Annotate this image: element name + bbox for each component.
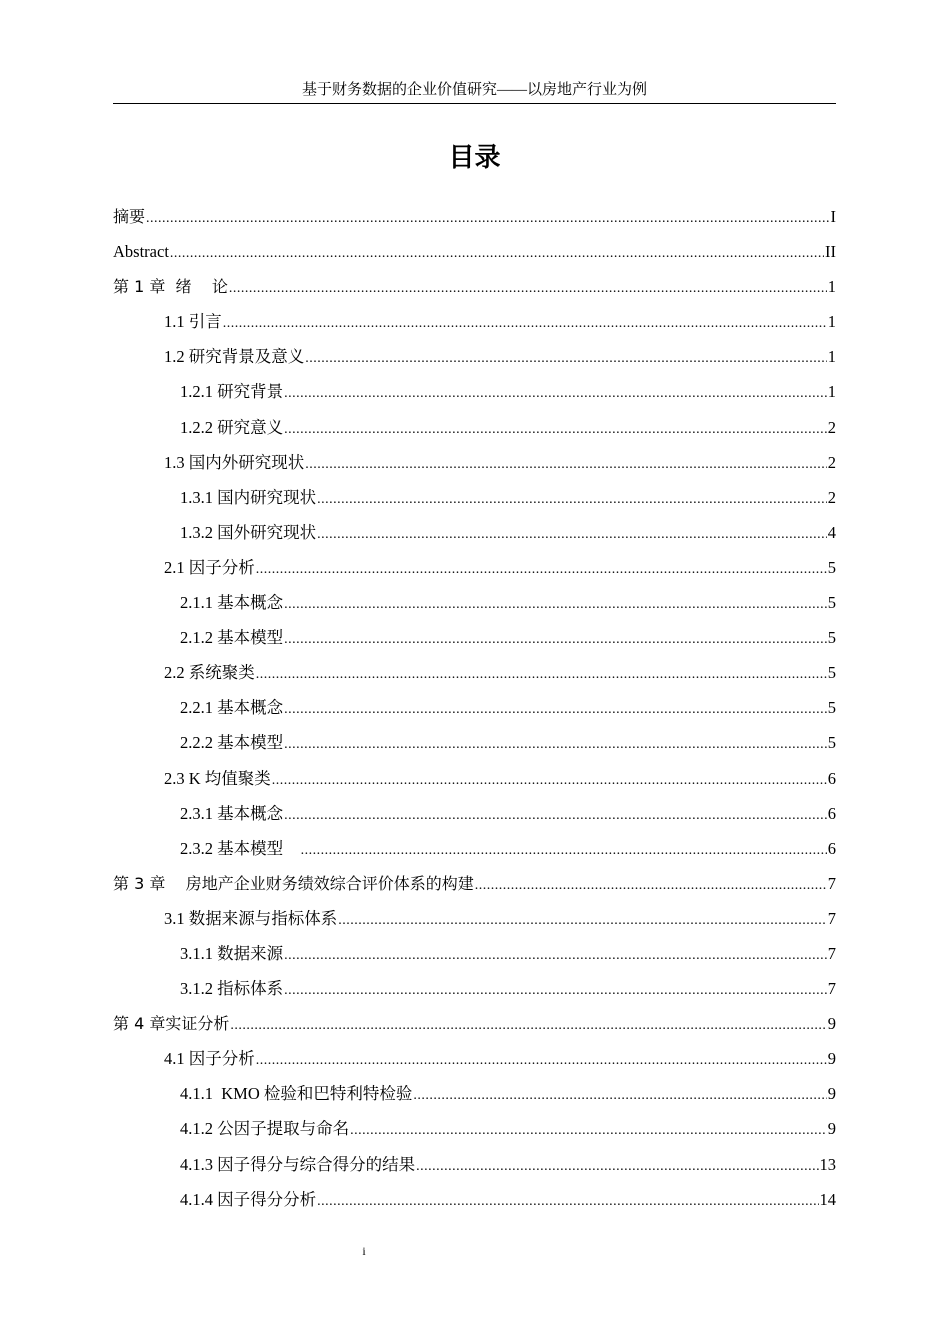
toc-entry[interactable]	[113, 901, 836, 936]
running-header: 基于财务数据的企业价值研究——以房地产行业为例	[301, 82, 647, 98]
toc-entry-title: 1.3.2 国外研究现状	[180, 522, 317, 542]
toc-entry[interactable]	[113, 1041, 836, 1076]
toc-dot-leader	[317, 482, 827, 517]
table-of-contents	[113, 199, 836, 1217]
toc-dot-leader	[338, 903, 827, 938]
toc-entry[interactable]	[113, 725, 836, 760]
toc-dot-leader	[229, 271, 827, 306]
toc-entry-page: 13	[819, 1154, 836, 1174]
toc-dot-leader	[317, 1184, 818, 1219]
toc-entry-title: 2.2.2 基本模型	[180, 733, 284, 753]
toc-dot-leader	[170, 236, 824, 271]
toc-entry[interactable]	[113, 866, 836, 901]
toc-entry[interactable]	[113, 480, 836, 515]
toc-dot-leader	[223, 306, 827, 341]
toc-entry-title: 1.2.2 研究意义	[180, 417, 284, 437]
toc-dot-leader	[284, 376, 827, 411]
toc-dot-leader	[230, 1008, 826, 1043]
toc-entry[interactable]	[113, 1111, 836, 1146]
toc-entry-page: 5	[827, 593, 836, 613]
toc-entry-title: 2.1.1 基本概念	[180, 593, 284, 613]
toc-dot-leader	[305, 341, 827, 376]
page-number: i	[362, 1244, 366, 1258]
toc-entry[interactable]	[113, 761, 836, 796]
toc-entry-title: 2.1 因子分析	[164, 557, 255, 577]
toc-entry-title: 1.3 国内外研究现状	[164, 452, 305, 472]
toc-entry-page: 9	[827, 1084, 836, 1104]
toc-entry-title: 3.1 数据来源与指标体系	[164, 908, 338, 928]
toc-entry-title: 2.3 K 均值聚类	[164, 768, 271, 788]
toc-entry[interactable]	[113, 1147, 836, 1182]
toc-entry-title: 摘要	[113, 207, 146, 226]
toc-dot-leader	[301, 833, 827, 868]
toc-entry-title: 3.1.1 数据来源	[180, 943, 284, 963]
toc-entry-title: 第 1 章 绪 论	[113, 277, 228, 297]
toc-entry[interactable]	[113, 199, 836, 234]
toc-entry[interactable]	[113, 831, 836, 866]
toc-dot-leader	[284, 973, 827, 1008]
toc-entry-title: 3.1.2 指标体系	[180, 979, 284, 999]
toc-entry-page: 9	[827, 1119, 836, 1139]
toc-entry[interactable]	[113, 655, 836, 690]
toc-entry[interactable]	[113, 1076, 836, 1111]
toc-dot-leader	[305, 447, 827, 482]
toc-dot-leader	[146, 201, 829, 236]
toc-dot-leader	[256, 552, 827, 587]
toc-entry-title: 1.2 研究背景及意义	[164, 347, 305, 367]
toc-entry-title: 第 3 章 房地产企业财务绩效综合评价体系的构建	[113, 873, 474, 893]
toc-entry-title: 1.2.1 研究背景	[180, 382, 284, 402]
toc-dot-leader	[256, 657, 827, 692]
toc-entry-title: 2.3.1 基本概念	[180, 803, 284, 823]
toc-entry[interactable]	[113, 971, 836, 1006]
toc-dot-leader	[284, 622, 827, 657]
toc-entry[interactable]	[113, 515, 836, 550]
toc-dot-leader	[272, 763, 827, 798]
toc-entry[interactable]	[113, 339, 836, 374]
toc-dot-leader	[475, 868, 827, 903]
toc-entry[interactable]	[113, 690, 836, 725]
toc-entry-page: 4	[827, 522, 836, 542]
toc-entry-title: 4.1 因子分析	[164, 1049, 255, 1069]
toc-entry-page: 6	[827, 838, 836, 858]
toc-entry-page: 7	[827, 873, 836, 893]
toc-dot-leader	[284, 938, 827, 973]
toc-entry-page: 2	[827, 487, 836, 507]
toc-entry-title: 1.3.1 国内研究现状	[180, 487, 317, 507]
toc-entry-title: 2.1.2 基本模型	[180, 628, 284, 648]
toc-entry-page: 6	[827, 768, 836, 788]
toc-entry-title: 4.1.2 公因子提取与命名	[180, 1119, 350, 1139]
toc-dot-leader	[284, 412, 827, 447]
toc-entry-title: Abstract	[113, 242, 169, 262]
toc-entry-page: 14	[819, 1189, 836, 1209]
toc-entry-page: I	[830, 207, 836, 226]
toc-entry-page: 1	[827, 347, 836, 367]
toc-entry-title: 2.3.2 基本模型	[180, 838, 300, 858]
toc-entry[interactable]	[113, 585, 836, 620]
toc-entry-title: 第 4 章实证分析	[113, 1014, 230, 1034]
toc-entry[interactable]	[113, 620, 836, 655]
toc-dot-leader	[413, 1078, 826, 1113]
toc-entry[interactable]	[113, 269, 836, 304]
toc-entry-page: 5	[827, 557, 836, 577]
toc-dot-leader	[284, 587, 827, 622]
toc-entry-page: 7	[827, 979, 836, 999]
toc-dot-leader	[317, 517, 827, 552]
toc-entry-page: 5	[827, 663, 836, 683]
toc-entry[interactable]	[113, 445, 836, 480]
toc-entry-title: 1.1 引言	[164, 312, 222, 332]
toc-entry[interactable]	[113, 796, 836, 831]
toc-entry[interactable]	[113, 374, 836, 409]
header-rule	[113, 103, 836, 104]
toc-entry-page: 7	[827, 908, 836, 928]
toc-dot-leader	[350, 1113, 827, 1148]
toc-entry-page: 1	[827, 277, 836, 297]
toc-entry-title: 2.2 系统聚类	[164, 663, 255, 683]
toc-entry[interactable]	[113, 936, 836, 971]
toc-dot-leader	[256, 1043, 827, 1078]
toc-entry-page: 1	[827, 312, 836, 332]
toc-dot-leader	[416, 1149, 818, 1184]
toc-entry[interactable]	[113, 550, 836, 585]
toc-entry-page: 2	[827, 452, 836, 472]
toc-entry[interactable]	[113, 234, 836, 269]
toc-entry-page: 9	[827, 1014, 836, 1034]
toc-entry[interactable]	[113, 1006, 836, 1041]
toc-dot-leader	[284, 798, 827, 833]
toc-entry-title: 4.1.3 因子得分与综合得分的结果	[180, 1154, 416, 1174]
toc-entry[interactable]	[113, 410, 836, 445]
toc-entry-page: 5	[827, 733, 836, 753]
toc-entry-title: 2.2.1 基本概念	[180, 698, 284, 718]
toc-title: 目录	[448, 143, 501, 173]
toc-entry-page: 7	[827, 943, 836, 963]
toc-entry-title: 4.1.1 KMO 检验和巴特利特检验	[180, 1084, 413, 1104]
toc-entry-page: 5	[827, 698, 836, 718]
toc-entry-page: 1	[827, 382, 836, 402]
toc-entry-title: 4.1.4 因子得分分析	[180, 1189, 317, 1209]
toc-dot-leader	[284, 692, 827, 727]
toc-entry-page: 2	[827, 417, 836, 437]
toc-entry[interactable]	[113, 1182, 836, 1217]
toc-entry-page: II	[825, 242, 836, 262]
toc-entry-page: 9	[827, 1049, 836, 1069]
toc-dot-leader	[284, 727, 827, 762]
toc-entry[interactable]	[113, 304, 836, 339]
toc-entry-page: 5	[827, 628, 836, 648]
toc-entry-page: 6	[827, 803, 836, 823]
